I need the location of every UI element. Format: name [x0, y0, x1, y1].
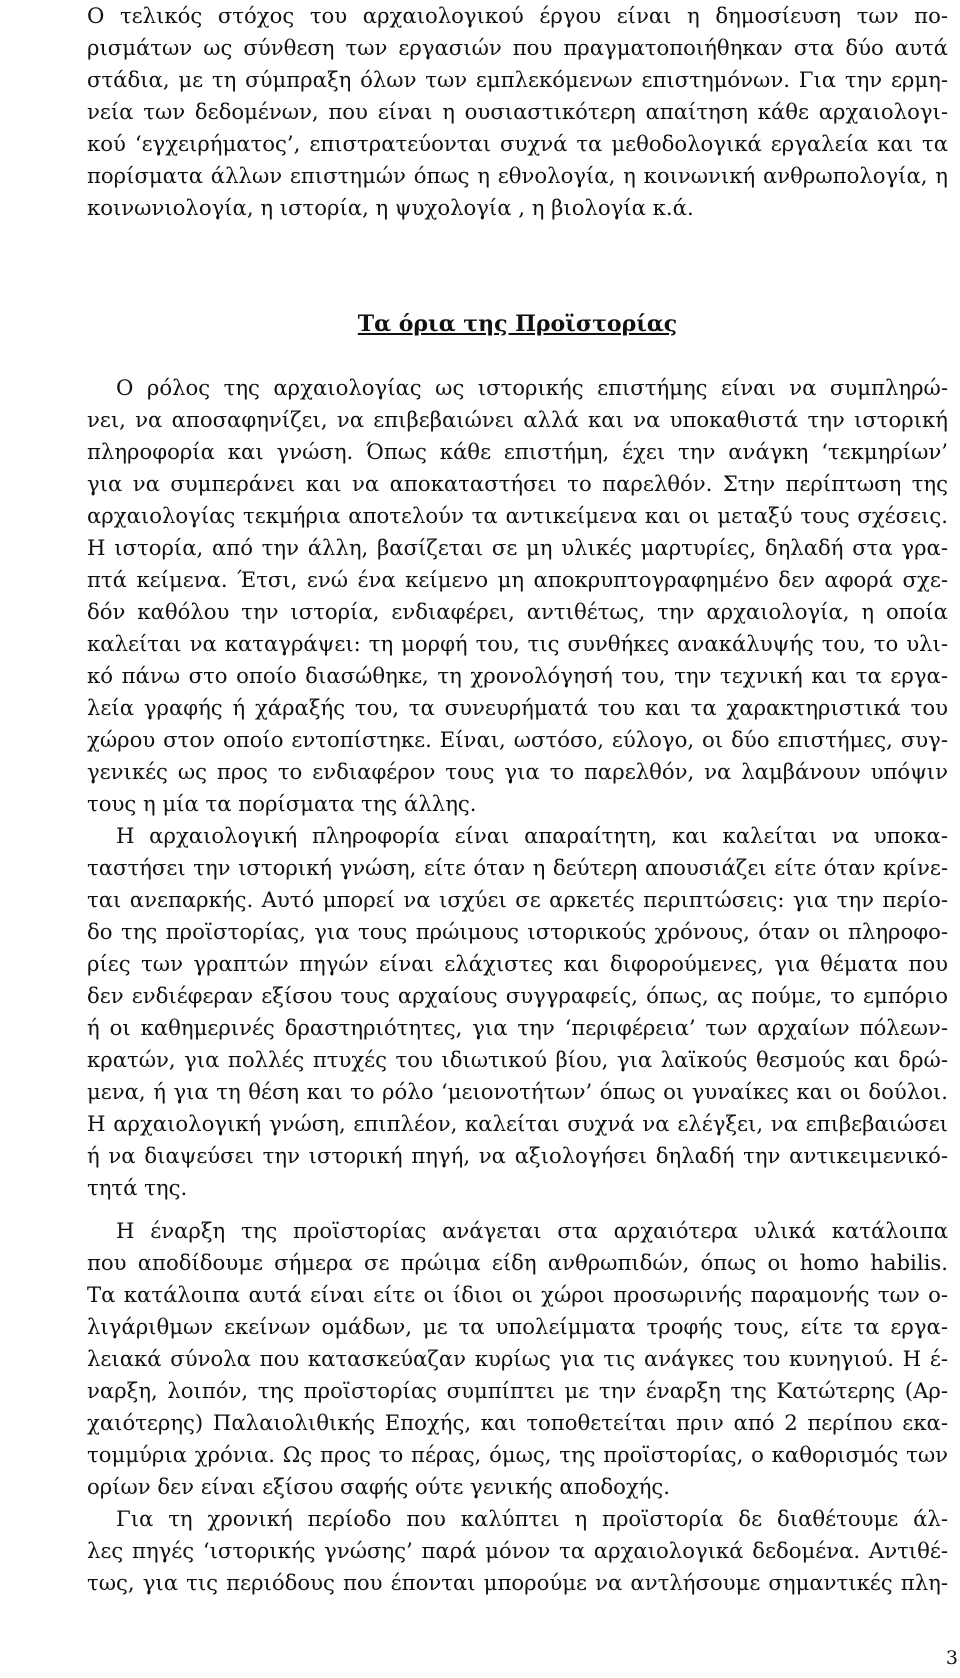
text-line: ή οι καθημερινές δραστηριότητες, για την ‘περιφέρεια’ των αρχαίων πόλεων-: [87, 1015, 948, 1040]
text-line: δόν καθόλου την ιστορία, ενδιαφέρει, αντιθέτως, την αρχαιολογία, η οποία: [87, 599, 948, 624]
final-paragraphs: [87, 1215, 948, 1599]
text-line: Η ιστορία, από την άλλη, βασίζεται σε μη υλικές μαρτυρίες, δηλαδή στα γρα-: [87, 535, 948, 560]
text-line: Η έναρξη της προϊστορίας ανάγεται στα αρχαιότερα υλικά κατάλοιπα: [116, 1218, 948, 1243]
text-line: ναρξη, λοιπόν, της προϊστορίας συμπίπτει με την έναρξη της Κατώτερης (Αρ-: [87, 1378, 948, 1403]
text-line: καλείται να καταγράψει: τη μορφή του, τις συνθήκες ανακάλυψής του, το υλι-: [87, 631, 948, 656]
text-line: ταστήσει την ιστορική γνώση, είτε όταν η δεύτερη απουσιάζει είτε όταν κρίνε-: [87, 855, 948, 880]
text-line: Τα κατάλοιπα αυτά είναι είτε οι ίδιοι οι χώροι προσωρινής παραμονής των ο-: [87, 1282, 948, 1307]
text-line: αρχαιολογίας τεκμήρια αποτελούν τα αντικείμενα και οι μεταξύ τους σχέσεις.: [87, 503, 948, 528]
text-line: ορίων δεν είναι εξίσου σαφής ούτε γενικής αποδοχής.: [87, 1474, 671, 1499]
text-line: Η αρχαιολογική πληροφορία είναι απαραίτητη, και καλείται να υποκα-: [116, 823, 948, 848]
text-line: τως, για τις περιόδους που έπονται μπορούμε να αντλήσουμε σημαντικές πλη-: [87, 1570, 948, 1595]
text-line: Η αρχαιολογική γνώση, επιπλέον, καλείται συχνά να ελέγξει, να επιβεβαιώσει: [87, 1111, 948, 1136]
text-line: Ο ρόλος της αρχαιολογίας ως ιστορικής επιστήμης είναι να συμπληρώ-: [116, 375, 948, 400]
text-line: ή να διαψεύσει την ιστορική πηγή, να αξιολογήσει δηλαδή την αντικειμενικό-: [87, 1143, 948, 1168]
text-line: λες πηγές ‘ιστορικής γνώσης’ παρά μόνον τα αρχαιολογικά δεδομένα. Αντιθέ-: [87, 1538, 948, 1563]
section-heading: Τα όρια της Προϊστορίας: [357, 311, 678, 337]
intro-paragraph: [87, 0, 948, 224]
text-line: τους η μία τα πορίσματα της άλλης.: [87, 791, 477, 816]
text-line: χώρου στον οποίο εντοπίστηκε. Είναι, ωστόσο, εύλογο, οι δύο επιστήμες, συγ-: [87, 727, 948, 752]
text-line: τητά της.: [87, 1175, 188, 1200]
text-line: για να συμπεράνει και να αποκαταστήσει το παρελθόν. Στην περίπτωση της: [87, 471, 948, 496]
text-line: χαιότερης) Παλαιολιθικής Εποχής, και τοποθετείται πριν από 2 περίπου εκα-: [87, 1410, 948, 1435]
text-line: λεία γραφής ή χάραξής του, τα συνευρήματά του και τα χαρακτηριστικά του: [87, 695, 948, 720]
text-line: μενα, ή για τη θέση και το ρόλο ‘μειονοτήτων’ όπως οι γυναίκες και οι δούλοι.: [87, 1079, 948, 1104]
text-line: που αποδίδουμε σήμερα σε πρώιμα είδη ανθρωπιδών, όπως οι homo habilis.: [87, 1250, 948, 1275]
text-line: πτά κείμενα. Έτσι, ενώ ένα κείμενο μη αποκρυπτογραφημένο δεν αφορά σχε-: [87, 567, 948, 592]
text-line: γενικές ως προς το ενδιαφέρον τους για το παρελθόν, να λαμβάνουν υπόψιν: [87, 759, 948, 784]
text-line: κρατών, για πολλές πτυχές του ιδιωτικού βίου, για λαϊκούς θεσμούς και δρώ-: [87, 1047, 948, 1072]
text-line: δο της προϊστορίας, για τους πρώιμους ιστορικούς χρόνους, όταν οι πληροφο-: [87, 919, 948, 944]
text-line: κό πάνω στο οποίο διασώθηκε, τη χρονολόγησή του, την τεχνική και τα εργα-: [87, 663, 948, 688]
text-line: πορίσματα άλλων επιστημών όπως η εθνολογία, η κοινωνική ανθρωπολογία, η: [87, 163, 948, 188]
page-number: 3: [945, 1647, 958, 1669]
text-line: ρίες των γραπτών πηγών είναι ελάχιστες και διφορούμενες, για θέματα που: [87, 951, 948, 976]
section-body: [87, 372, 948, 1204]
text-line: ρισμάτων ως σύνθεση των εργασιών που πραγματοποιήθηκαν στα δύο αυτά: [87, 35, 948, 60]
text-line: νεία των δεδομένων, που είναι η ουσιαστικότερη απαίτηση κάθε αρχαιολογι-: [87, 99, 948, 124]
text-line: στάδια, με τη σύμπραξη όλων των εμπλεκόμενων επιστημόνων. Για την ερμη-: [87, 67, 948, 92]
text-line: λιγάριθμων εκείνων ομάδων, με τα υπολείμματα τροφής τους, είτε τα εργα-: [87, 1314, 948, 1339]
text-line: νει, να αποσαφηνίζει, να επιβεβαιώνει αλλά και να υποκαθιστά την ιστορική: [87, 407, 948, 432]
text-line: τομμύρια χρόνια. Ως προς το πέρας, όμως, της προϊστορίας, ο καθορισμός των: [87, 1442, 948, 1467]
text-line: Για τη χρονική περίοδο που καλύπτει η προϊστορία δε διαθέτουμε άλ-: [116, 1506, 948, 1531]
text-line: πληροφορία και γνώση. Όπως κάθε επιστήμη, έχει την ανάγκη ‘τεκμηρίων’: [87, 439, 948, 464]
text-line: ται ανεπαρκής. Αυτό μπορεί να ισχύει σε αρκετές περιπτώσεις: για την περίο-: [87, 887, 948, 912]
text-line: λειακά σύνολα που κατασκεύαζαν κυρίως για τις ανάγκες του κυνηγιού. Η έ-: [87, 1346, 948, 1371]
text-line: Ο τελικός στόχος του αρχαιολογικού έργου είναι η δημοσίευση των πο-: [87, 3, 948, 28]
text-line: κού ‘εγχειρήματος’, επιστρατεύονται συχνά τα μεθοδολογικά εργαλεία και τα: [87, 131, 948, 156]
text-line: δεν ενδιέφεραν εξίσου τους αρχαίους συγγραφείς, όπως, ας πούμε, το εμπόριο: [87, 983, 948, 1008]
text-line: κοινωνιολογία, η ιστορία, η ψυχολογία , η βιολογία κ.ά.: [87, 195, 694, 220]
